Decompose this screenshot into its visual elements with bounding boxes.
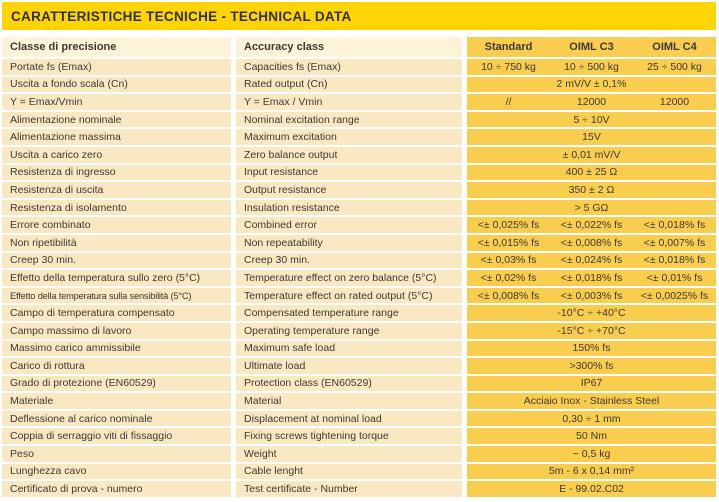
value-oiml-c4: <± 0,01% fs	[646, 271, 703, 284]
row-values	[467, 200, 716, 216]
row-label-english: Operating temperature range	[236, 323, 462, 339]
value-oiml-c4: <± 0,018% fs	[643, 219, 706, 232]
row-label-english: Temperature effect on rated output (5°C)	[236, 288, 462, 304]
row-values	[467, 481, 716, 497]
row-label-italian: Lunghezza cavo	[2, 464, 231, 480]
table-row	[2, 428, 716, 444]
row-label-english: Capacities fs (Emax)	[236, 59, 462, 75]
table-row	[2, 112, 716, 128]
row-label-italian: Uscita a carico zero	[2, 147, 231, 163]
row-values	[467, 112, 716, 128]
value-all-columns: 15V	[582, 131, 601, 144]
row-label-english: Y = Emax / Vmin	[236, 94, 462, 110]
row-values	[467, 358, 716, 374]
row-label-italian: Resistenza di ingresso	[2, 165, 231, 181]
column-header-oiml-c4: OIML C4	[652, 41, 697, 53]
row-label-english: Rated output (Cn)	[236, 77, 462, 93]
value-oiml-c3: <± 0,022% fs	[560, 219, 623, 232]
row-values	[467, 165, 716, 181]
table-row	[2, 77, 716, 93]
row-label-italian: Massimo carico ammissibile	[2, 341, 231, 357]
table-row	[2, 129, 716, 145]
table-row	[2, 165, 716, 181]
value-all-columns: 5m - 6 x 0,14 mm²	[548, 465, 635, 478]
value-all-columns: Acciaio Inox - Stainless Steel	[523, 395, 660, 408]
row-label-english: Input resistance	[236, 165, 462, 181]
value-standard: <± 0,03% fs	[480, 254, 537, 267]
value-all-columns: 2 mV/V ± 0,1%	[556, 78, 627, 91]
value-standard: <± 0,02% fs	[480, 271, 537, 284]
row-values	[467, 305, 716, 321]
table-row	[2, 59, 716, 75]
row-label-italian: Creep 30 min.	[2, 253, 231, 269]
row-label-italian: Alimentazione nominale	[2, 112, 231, 128]
row-label-italian: Resistenza di uscita	[2, 182, 231, 198]
value-standard: <± 0,025% fs	[477, 219, 540, 232]
row-values	[467, 253, 716, 269]
row-label-english: Creep 30 min.	[236, 253, 462, 269]
value-all-columns: 0,30 ÷ 1 mm	[562, 412, 621, 425]
row-label-italian: Resistenza di isolamento	[2, 200, 231, 216]
row-values	[467, 147, 716, 163]
value-all-columns: E - 99.02.C02	[559, 483, 624, 496]
row-label-english: Insulation resistance	[236, 200, 462, 216]
row-label-english: Non repeatability	[236, 235, 462, 251]
row-label-italian: Y = Emax/Vmin	[2, 94, 231, 110]
value-all-columns: 350 ± 2 Ω	[568, 183, 615, 196]
row-label-english: Fixing screws tightening torque	[236, 428, 462, 444]
value-all-columns: ± 0,01 mV/V	[562, 148, 621, 161]
table-row	[2, 411, 716, 427]
row-values	[467, 464, 716, 480]
row-label-italian: Peso	[2, 446, 231, 462]
column-header-oiml-c3: OIML C3	[569, 41, 614, 53]
row-label-italian: Materiale	[2, 393, 231, 409]
value-oiml-c3: 10 ÷ 500 kg	[564, 60, 619, 73]
row-label-italian: Portate fs (Emax)	[2, 59, 231, 75]
row-label-english: Displacement at nominal load	[236, 411, 462, 427]
value-all-columns: -10°C ÷ +40°C	[557, 307, 626, 320]
value-all-columns: >300% fs	[569, 359, 614, 372]
value-all-columns: ~ 0,5 kg	[572, 447, 611, 460]
table-row	[2, 235, 716, 251]
value-standard: <± 0,015% fs	[477, 236, 540, 249]
table-body	[2, 59, 716, 497]
row-values	[467, 77, 716, 93]
value-oiml-c4: <± 0,0025% fs	[640, 289, 709, 302]
header-accuracy-class-italian: Classe di precisione	[2, 37, 231, 57]
value-all-columns: 50 Nm	[576, 430, 607, 443]
row-label-italian: Campo massimo di lavoro	[2, 323, 231, 339]
row-values	[467, 446, 716, 462]
row-label-italian: Grado di protezione (EN60529)	[2, 376, 231, 392]
table-row	[2, 464, 716, 480]
header-value-columns	[467, 37, 716, 57]
technical-data-table	[2, 37, 716, 499]
row-values	[467, 129, 716, 145]
row-label-english: Material	[236, 393, 462, 409]
row-label-italian: Effetto della temperatura sullo zero (5°C)	[2, 270, 231, 286]
row-label-italian: Alimentazione massima	[2, 129, 231, 145]
row-values	[467, 428, 716, 444]
row-label-italian: Non ripetibilità	[2, 235, 231, 251]
table-row	[2, 323, 716, 339]
table-row	[2, 358, 716, 374]
row-values	[467, 59, 716, 75]
value-oiml-c3: 12000	[576, 95, 607, 108]
value-standard: //	[505, 95, 512, 108]
value-all-columns: 5 ÷ 10V	[573, 113, 610, 126]
page-title: CARATTERISTICHE TECNICHE - TECHNICAL DATA	[11, 8, 352, 24]
table-row	[2, 481, 716, 497]
row-label-english: Weight	[236, 446, 462, 462]
value-all-columns: > 5 GΩ	[574, 201, 609, 214]
row-label-english: Ultimate load	[236, 358, 462, 374]
row-values	[467, 411, 716, 427]
table-row	[2, 217, 716, 233]
title-bar	[2, 2, 716, 30]
row-label-italian: Deflessione al carico nominale	[2, 411, 231, 427]
table-row	[2, 270, 716, 286]
table-row	[2, 147, 716, 163]
row-label-italian: Errore combinato	[2, 217, 231, 233]
row-label-english: Maximum safe load	[236, 341, 462, 357]
row-label-english: Zero balance output	[236, 147, 462, 163]
table-row	[2, 341, 716, 357]
value-all-columns: IP67	[580, 377, 603, 390]
column-header-standard: Standard	[484, 41, 533, 53]
value-oiml-c4: <± 0,007% fs	[643, 236, 706, 249]
row-label-italian: Uscita a fondo scala (Cn)	[2, 77, 231, 93]
row-label-english: Combined error	[236, 217, 462, 233]
row-label-italian: Coppia di serraggio viti di fissaggio	[2, 428, 231, 444]
row-values	[467, 217, 716, 233]
table-header-row	[2, 37, 716, 57]
row-label-english: Nominal excitation range	[236, 112, 462, 128]
row-label-italian: Carico di rottura	[2, 358, 231, 374]
row-values	[467, 94, 716, 110]
row-label-english: Test certificate - Number	[236, 481, 462, 497]
row-label-english: Protection class (EN60529)	[236, 376, 462, 392]
header-accuracy-class-english: Accuracy class	[236, 37, 462, 57]
row-label-italian: Campo di temperatura compensato	[2, 305, 231, 321]
row-values	[467, 235, 716, 251]
value-oiml-c4: 12000	[659, 95, 690, 108]
row-label-english: Cable lenght	[236, 464, 462, 480]
row-values	[467, 288, 716, 304]
value-all-columns: -15°C ÷ +70°C	[557, 324, 626, 337]
row-values	[467, 270, 716, 286]
value-all-columns: 400 ± 25 Ω	[565, 166, 618, 179]
row-label-english: Maximum excitation	[236, 129, 462, 145]
table-row	[2, 253, 716, 269]
table-row	[2, 288, 716, 304]
table-row	[2, 376, 716, 392]
table-row	[2, 446, 716, 462]
row-label-english: Output resistance	[236, 182, 462, 198]
row-values	[467, 182, 716, 198]
row-values	[467, 323, 716, 339]
table-row	[2, 393, 716, 409]
table-row	[2, 200, 716, 216]
row-values	[467, 376, 716, 392]
row-label-italian: Effetto della temperatura sulla sensibilità (5°C)	[2, 288, 231, 304]
value-all-columns: 150% fs	[572, 342, 611, 355]
table-row	[2, 305, 716, 321]
row-label-italian: Certificato di prova - numero	[2, 481, 231, 497]
value-oiml-c3: <± 0,024% fs	[560, 254, 623, 267]
value-standard: <± 0,008% fs	[477, 289, 540, 302]
row-label-english: Compensated temperature range	[236, 305, 462, 321]
value-standard: 10 ÷ 750 kg	[481, 60, 536, 73]
value-oiml-c3: <± 0,018% fs	[560, 271, 623, 284]
value-oiml-c3: <± 0,008% fs	[560, 236, 623, 249]
row-values	[467, 393, 716, 409]
value-oiml-c4: 25 ÷ 500 kg	[647, 60, 702, 73]
table-row	[2, 182, 716, 198]
value-oiml-c4: <± 0,018% fs	[643, 254, 706, 267]
value-oiml-c3: <± 0,003% fs	[560, 289, 623, 302]
row-values	[467, 341, 716, 357]
row-label-english: Temperature effect on zero balance (5°C)	[236, 270, 462, 286]
table-row	[2, 94, 716, 110]
